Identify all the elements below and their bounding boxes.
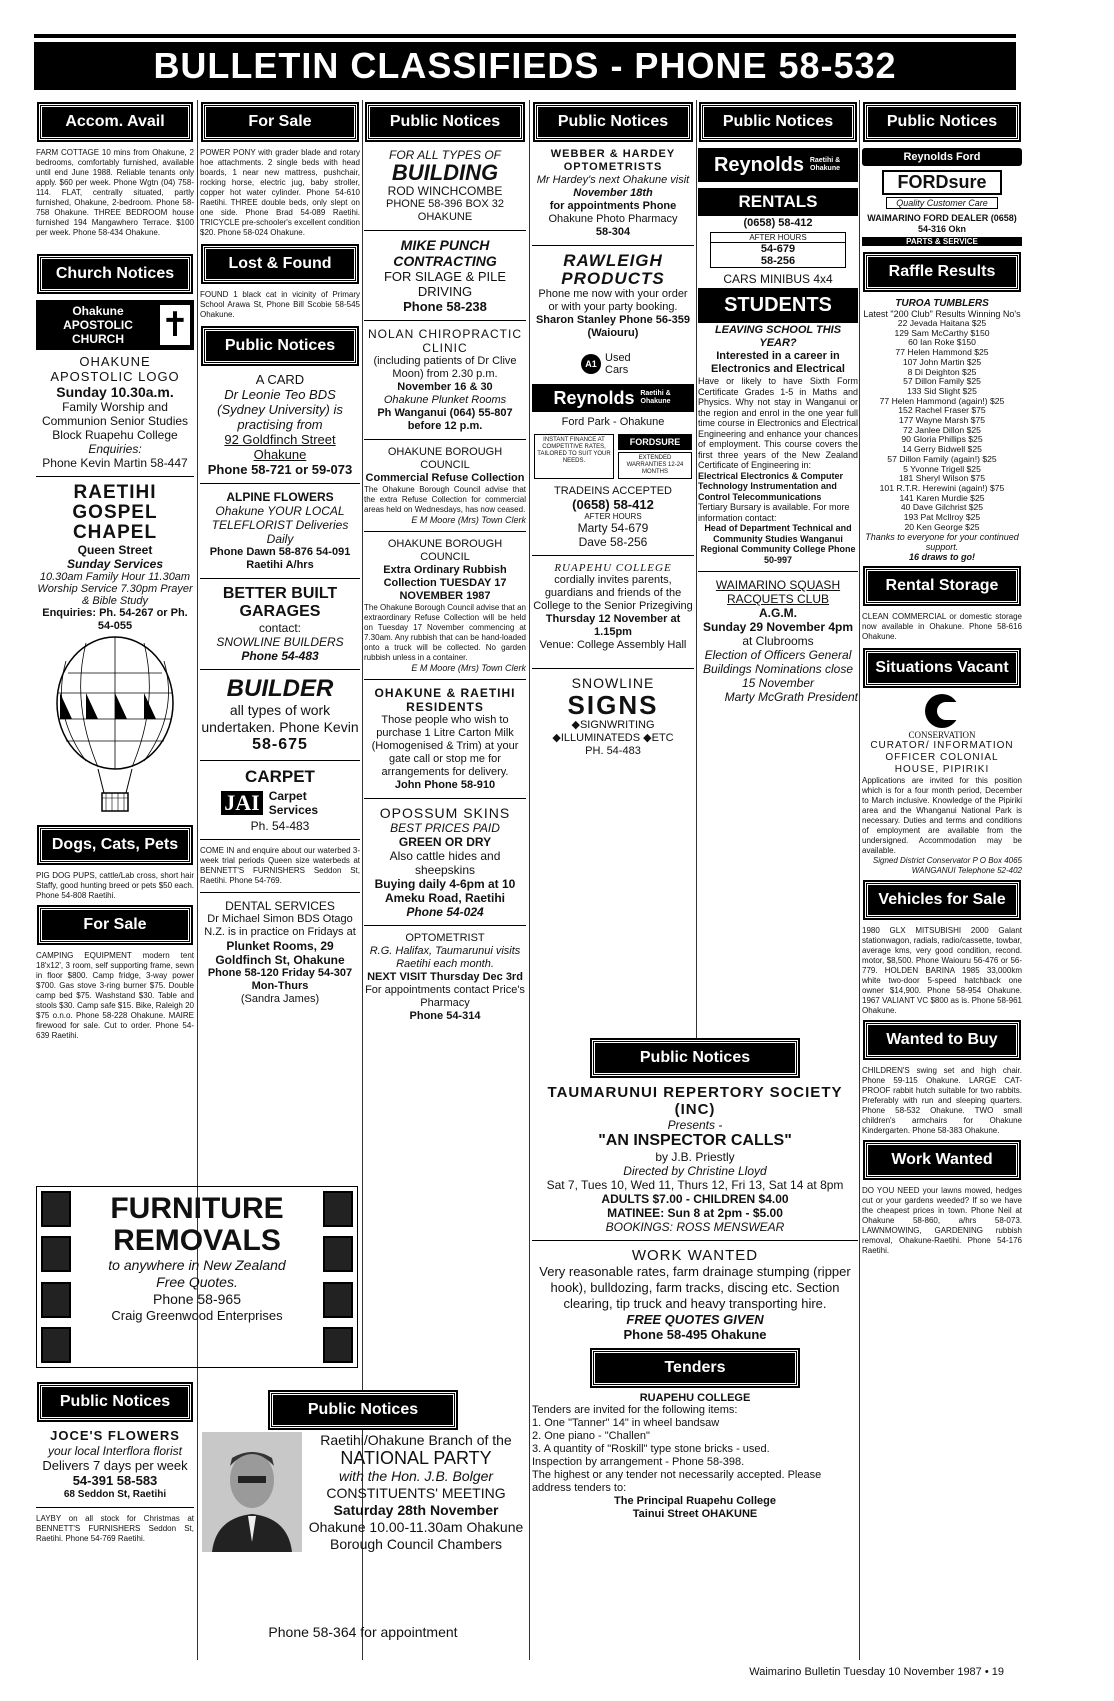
reynolds-logo-text: Reynolds	[553, 387, 635, 408]
builder-title: BUILDER	[226, 675, 334, 702]
rawleigh-body: Phone me now with your order or with your party booking.	[538, 288, 688, 313]
borough2-body: The Ohakune Borough Council advise that an extraordinary Refuse Collection will be held on Tuesday 17 November commencing at 7.30am. Any rubbish that can be hand-loaded onto a truck will be collected. No garden rubbish unless in a container.	[364, 603, 526, 662]
section-header-situations: Situations Vacant	[865, 650, 1019, 686]
raffle-entry: 129 Sam McCarthy $150	[894, 327, 990, 338]
section-header-public-c3: Public Notices	[367, 104, 523, 140]
layby-text: LAYBY on all stock for Christmas at BENNETT'S FURNISHERS Seddon St, Raetihi. Phone 54-769 Raetihi.	[36, 1514, 194, 1543]
reynolds-logo-c5: Reynolds	[713, 153, 805, 176]
rawleigh-name: Sharon Stanley Phone 56-359 (Waiouru)	[535, 314, 691, 339]
garages-contact: contact:	[258, 621, 302, 635]
tender-address: The Principal Ruapehu College Tainui Street OHAKUNE	[614, 1495, 776, 1520]
webber-pharmacy: Ohakune Photo Pharmacy	[548, 213, 678, 225]
reynolds-banner	[532, 384, 694, 412]
garages-phone: Phone 54-483	[241, 649, 319, 663]
nolan-title: NOLAN CHIROPRACTIC CLINIC	[367, 327, 522, 355]
gospel-times: 10.30am Family Hour 11.30am Worship Service 7.30pm Prayer & Bible Study	[37, 571, 193, 607]
fordsure-label: FORDSURE	[618, 434, 692, 450]
raffle-entry: 8 Di Deighton $25	[907, 366, 977, 377]
reynolds-banner-c5	[698, 148, 858, 182]
card-title: A CARD	[255, 372, 305, 387]
used-cars: Used Cars	[605, 352, 631, 376]
raffle-entry: 40 Dave Gilchrist $25	[900, 502, 984, 513]
np-meeting: CONSTITUENTS' MEETING	[326, 1485, 506, 1501]
masthead: BULLETIN CLASSIFIEDS - PHONE 58-532	[34, 42, 1016, 90]
fordsure-logo: FORDsure	[882, 170, 1002, 195]
tender-item-2: 2. One piano - "Challen"	[532, 1430, 650, 1442]
raffle-list	[862, 319, 1022, 532]
column-4	[532, 100, 694, 1040]
apostolic-logo	[36, 300, 194, 350]
webber-appointments: for appointments Phone	[549, 200, 677, 212]
borough-title: OHAKUNE BOROUGH COUNCIL	[387, 446, 503, 471]
webber-phone: 58-304	[595, 226, 631, 238]
raffle-entry: 57 Dillon Family (again!) $25	[887, 453, 997, 464]
conservation-label: CONSERVATION	[908, 730, 976, 741]
building-for: FOR ALL TYPES OF	[388, 148, 502, 162]
apostolic-sunday: Sunday 10.30a.m.	[56, 384, 174, 400]
bolger-photo	[202, 1432, 302, 1552]
work-wanted-phone: Phone 58-495 Ohakune	[623, 1327, 767, 1342]
accom-text: FARM COTTAGE 10 mins from Ohakune, 2 bedrooms, comfortably furnished, available until end June 1988. Reliable tenants only apply. $60 per week. Phone Wgtn (04) 758-114. FLAT, centrally situated, partly furnished, Ohakune, 2-bedroom. Phone 58-758 Ohakune. THREE BEDROOM house furnished 194 Mangawhero Terrace. $100 per week. Phone 58-434 Ohakune.	[36, 148, 194, 237]
wanted-text: CHILDREN'S swing set and high chair. Phone 59-115 Ohakune. LARGE CAT-PROOF rabbit hutch suitable for two rabbits. Preferably with run and sleeping quarters. Phone 58-532 Ohakune. TWO small children's armchairs for Ohakune Kindergarten. Phone 58-383 Ohakune.	[862, 1066, 1022, 1136]
work-wanted-title: WORK WANTED	[631, 1247, 759, 1264]
dental-address: Plunket Rooms, 29 Goldfinch St, Ohakune	[215, 939, 345, 967]
raffle-entry: 133 Sid Slight $25	[907, 385, 977, 396]
truck-icon-strip-right	[323, 1191, 353, 1363]
repertory-show: "AN INSPECTOR CALLS"	[598, 1132, 792, 1149]
after-hours-c4: AFTER HOURS	[584, 512, 642, 521]
parts-service: PARTS & SERVICE	[862, 237, 1022, 246]
rentals-banner: RENTALS	[698, 188, 858, 216]
gospel-title: RAETIHI GOSPEL CHAPEL	[72, 482, 158, 543]
quality-care: Quality Customer Care	[886, 197, 998, 209]
signs-phone: PH. 54-483	[585, 745, 641, 757]
section-header-public-np: Public Notices	[270, 1392, 456, 1428]
section-header-public-c1: Public Notices	[39, 1384, 191, 1420]
raffle-entry: 193 Pat McIlroy $25	[903, 512, 981, 523]
tradeins: TRADEINS ACCEPTED	[554, 485, 672, 497]
truck-icon-strip-left	[41, 1191, 71, 1363]
tender-item-3: 3. A quantity of "Roskill" type stone bricks - used.	[532, 1443, 770, 1455]
joces-flowers-block	[36, 1380, 194, 1544]
garages-title: BETTER BUILT GARAGES	[222, 585, 338, 620]
mikepunch-title: MIKE PUNCH CONTRACTING	[393, 237, 497, 269]
gospel-sunday: Sunday Services	[66, 557, 164, 571]
section-header-work-wanted: Work Wanted	[865, 1142, 1019, 1178]
forsale-text-1: CAMPING EQUIPMENT modern tent 18'x12', 3 room, self supporting frame, sewn in floor $800. Camp fridge, 3-way power $700. Gas stove 3-ring burner $75. Double camp bed $75. Washstand $30. Table and stools $30. Camp safe $15. Bike, Raleigh 20 $75 o.n.o. Phone 58-228 Ohakune. MAIRE firewood for sale. Cut to order. Phone 54-639 Raetihi.	[36, 951, 194, 1040]
top-rule	[34, 34, 1016, 38]
nolan-body: (including patients of Dr Clive Moon) from 2.30 p.m.	[373, 355, 517, 380]
section-header-dogs: Dogs, Cats, Pets	[39, 827, 191, 863]
webber-body: Mr Hardey's next Ohakune visit	[536, 174, 690, 186]
borough-body: The Ohakune Borough Council advise that the extra Refuse Collection for commercial areas held on Wednesdays, has now ceased.	[364, 485, 526, 514]
furniture-free: Free Quotes.	[156, 1274, 238, 1290]
np-venue: Ohakune 10.00-11.30am Ohakune Borough Council Chambers	[308, 1519, 524, 1552]
section-header-tenders: Tenders	[592, 1350, 798, 1386]
repertory-presents: Presents -	[667, 1118, 723, 1132]
raffle-entry: 5 Yvonne Trigell $25	[903, 463, 981, 474]
section-header-public-c5: Public Notices	[701, 104, 855, 140]
np-branch: Raetihi/Ohakune Branch of the	[320, 1432, 512, 1448]
furniture-removals-ad	[36, 1186, 358, 1368]
np-title: NATIONAL PARTY	[340, 1448, 492, 1468]
tender-highest: The highest or any tender not necessarily accepted. Please address tenders to:	[532, 1469, 822, 1494]
furniture-title-2: REMOVALS	[113, 1224, 281, 1257]
signs-title: SIGNS	[567, 690, 659, 720]
joces-delivers: Delivers 7 days per week	[42, 1458, 188, 1473]
waterbed-text: COME IN and enquire about our waterbed 3-week trial periods Queen size waterbeds at BENNETT'S FURNISHERS Seddon St, Raetihi. Phone 54-769.	[200, 846, 360, 885]
raffle-entry: 141 Karen Murdie $25	[899, 492, 985, 503]
section-header-public-c6: Public Notices	[865, 104, 1019, 140]
repertory-matinee: MATINEE: Sun 8 at 2pm - $5.00	[607, 1206, 783, 1220]
borough2-subtitle: Extra Ordinary Rubbish Collection TUESDAY 17 NOVEMBER 1987	[383, 564, 507, 602]
section-header-public-c4: Public Notices	[535, 104, 691, 140]
opossum-prices: BEST PRICES PAID	[390, 821, 500, 835]
dogs-text: PIG DOG PUPS, cattle/Lab cross, short hair Staffy, good hunting breed or pets $50 each. Phone 54-808 Raetihi.	[36, 871, 194, 900]
gospel-street: Queen Street	[77, 543, 153, 557]
rental-storage-text: CLEAN COMMERCIAL or domestic storage now available in Ohakune. Phone 58-616 Ohakune.	[862, 612, 1022, 642]
work-wanted-c6-text: DO YOU NEED your lawns mowed, hedges cut or your gardens weeded? If so we have the cheapest prices in town. Phone Neil at Ohakune 58-860, a/hrs 58-073. LAWNMOWING, GARDENING rubbish removal, Ohakune-Raetihi. Phone 54-176 Raetihi.	[862, 1186, 1022, 1256]
wide-block	[532, 1040, 858, 1521]
raffle-entry: 57 Dillon Family $25	[903, 376, 981, 387]
ford-park: Ford Park - Ohakune	[561, 416, 665, 428]
squash-body: Election of Officers General Buildings Nominations close 15 November	[702, 648, 854, 690]
alpine-title: ALPINE FLOWERS	[226, 490, 334, 504]
section-header-wanted: Wanted to Buy	[865, 1022, 1019, 1058]
squash-signature: Marty McGrath President	[724, 690, 858, 704]
jai-logo-icon: JAI	[221, 791, 262, 815]
optometrist-contact: For appointments contact Price's Pharmacy	[365, 984, 525, 1009]
borough2-title: OHAKUNE BOROUGH COUNCIL	[387, 538, 503, 563]
raffle-subtitle: Latest "200 Club" Results Winning No's	[863, 309, 1021, 319]
students-list: Electrical Electronics & Computer Technology Instrumentation and Control Telecommunications	[698, 470, 844, 502]
joces-address: 68 Seddon St, Raetihi	[63, 1489, 167, 1500]
ah-phone-2: 58-256	[760, 255, 796, 267]
tender-title: RUAPEHU COLLEGE	[639, 1392, 751, 1404]
alpine-phone: Phone Dawn 58-876 54-091 Raetihi A/hrs	[209, 546, 351, 571]
repertory-bookings: BOOKINGS: ROSS MENSWEAR	[605, 1220, 785, 1234]
webber-title: WEBBER & HARDEY OPTOMETRISTS	[550, 148, 676, 173]
a1-badge-icon: A1	[581, 354, 601, 374]
joces-title: JOCE'S FLOWERS	[50, 1428, 180, 1443]
ford-dealer: WAIMARINO FORD DEALER (0658) 54-316 Okn	[867, 213, 1017, 234]
nolan-phone: Ph Wanganui (064) 55-807 before 12 p.m.	[377, 407, 513, 432]
gospel-enquiries: Enquiries: Ph. 54-267 or Ph. 54-055	[42, 607, 188, 632]
dental-body: Dr Michael Simon BDS Otago N.Z. is in practice on Fridays at	[204, 913, 356, 938]
raffle-entry: 20 Ken George $25	[904, 521, 980, 532]
furniture-title-1: FURNITURE	[110, 1192, 284, 1225]
raffle-entry: 177 Wayne Marsh $75	[898, 415, 986, 426]
building-phone: PHONE 58-396 BOX 32 OHAKUNE	[385, 198, 504, 223]
card-body: Dr Leonie Teo BDS (Sydney University) is practising from	[217, 387, 343, 432]
national-party-block	[200, 1392, 526, 1652]
extended-box: EXTENDED WARRANTIES 12-24 MONTHS	[618, 452, 692, 479]
tender-inspection: Inspection by arrangement - Phone 58-398.	[532, 1456, 745, 1468]
borough-signature: E M Moore (Mrs) Town Clerk	[411, 515, 526, 525]
squash-clubrooms: at Clubrooms	[742, 634, 814, 648]
ruapehu-college-title: RUAPEHU COLLEGE	[554, 562, 672, 574]
apostolic-body: Family Worship and Communion Senior Studies Block Ruapehu College	[41, 400, 189, 442]
mikepunch-body: FOR SILAGE & PILE DRIVING	[383, 269, 507, 299]
section-header-raffle: Raffle Results	[865, 254, 1019, 290]
raffle-draws: 16 draws to go!	[908, 552, 975, 563]
section-header-lost: Lost & Found	[203, 246, 357, 282]
section-header-forsale-1: For Sale	[39, 907, 191, 943]
raffle-entry: 90 Gloria Phillips $25	[901, 434, 983, 445]
repertory-prices: ADULTS $7.00 - CHILDREN $4.00	[601, 1192, 789, 1206]
ah-phone-1: 54-679	[760, 243, 796, 255]
page-footer: Waimarino Bulletin Tuesday 10 November 1987 • 19	[749, 1666, 1004, 1678]
forsale-text-2: POWER PONY with grader blade and rotary hoe attachments. 2 single beds with head boards, 1 near new mattress, pushchair, rocking horse, electric jug, baby stroller, copper hot water cylinder. Phone 54-610 Raetihi. THREE double beds, only slept on one side. Phone Brad 54-089 Raetihi. TRICYCLE pre-schooler's excellent condition $20. Phone 58-024 Ohakune.	[200, 148, 360, 237]
section-header-public-wide: Public Notices	[592, 1040, 798, 1076]
np-date: Saturday 28th November	[333, 1502, 499, 1518]
column-divider	[696, 100, 697, 1040]
raffle-entry: 60 Ian Roke $150	[908, 337, 976, 348]
balloon-illustration	[36, 633, 194, 823]
raffle-entry: 14 Gerry Bidwell $25	[902, 444, 982, 455]
work-wanted-body: Very reasonable rates, farm drainage stumping (ripper hook), bulldozing, farm tracks, discing etc. Section clearing, tip truck and heavy transporting hire.	[539, 1264, 851, 1311]
residents-title: OHAKUNE & RAETIHI RESIDENTS	[374, 686, 516, 714]
dental-name: (Sandra James)	[240, 993, 320, 1005]
carpet-title: CARPET	[245, 767, 315, 786]
marty-phone: Marty 54-679	[577, 521, 649, 535]
opossum-green: GREEN OR DRY	[398, 835, 492, 849]
carpet-services: Carpet Services	[268, 789, 319, 817]
apostolic-phone: Phone Kevin Martin 58-447	[42, 456, 188, 470]
snowline-title: SNOWLINE	[571, 675, 655, 691]
squash-title: WAIMARINO SQUASH RACQUETS CLUB	[715, 578, 841, 606]
tradeins-phone: (0658) 58-412	[572, 497, 654, 512]
section-header-rental-storage: Rental Storage	[865, 568, 1019, 604]
vehicles-text: 1980 GLX MITSUBISHI 2000 Galant stationwagon, radials, radio/cassette, towbar, average kms, very good condition, recond. motor, $8,500. Phone Waiouru 56-476 or 56-779. HOLDEN BARINA 1985 33,000km white two-door 5-speed hatchback one owner $14,900. Phone 58-954 Ohakune. 1967 VALIANT VC $800 as is. Phone 58-961 Ohakune.	[862, 926, 1022, 1016]
students-tertiary: Tertiary Bursary is available. For more information contact:	[698, 502, 850, 523]
rawleigh-title: RAWLEIGH PRODUCTS	[561, 251, 665, 288]
lost-text: FOUND 1 black cat in vicinity of Primary School Arawa St, Phone Bill Scobie 58-545 Ohakune.	[200, 290, 360, 319]
ford-logo: Reynolds Ford	[862, 148, 1022, 166]
optometrist-title: OPTOMETRIST	[405, 932, 485, 944]
ruapehu-venue: Venue: College Assembly Hall	[539, 639, 687, 651]
card-phone: Phone 58-721 or 59-073	[207, 462, 353, 477]
ruapehu-invite: cordially invites parents, guardians and friends of the College to the Senior Prizegiving	[533, 574, 693, 612]
furniture-phone: Phone 58-965	[153, 1291, 241, 1307]
building-title: BUILDING	[391, 160, 499, 185]
curator-body: Applications are invited for this position which is for a four month period, December to March inclusive. Knowledge of the Pipiriki area and the Whanganui National Park is necessary. Duties and terms and conditions of employment are available from the undersigned. Accommodation may be available.	[862, 776, 1022, 856]
work-wanted-free: FREE QUOTES GIVEN	[626, 1312, 764, 1327]
cross-icon: ✝	[160, 306, 190, 344]
furniture-name: Craig Greenwood Enterprises	[111, 1308, 283, 1323]
column-6	[862, 100, 1022, 1660]
webber-date: November 18th	[573, 187, 653, 199]
repertory-director: Directed by Christine Lloyd	[623, 1164, 767, 1178]
rentals-phone: (0658) 58-412	[743, 217, 813, 229]
borough2-signature: E M Moore (Mrs) Town Clerk	[411, 663, 526, 673]
students-interested: Interested in a career in Electronics and Electrical	[711, 350, 845, 375]
dental-phone: Phone 58-120 Friday 54-307 Mon-Thurs	[207, 967, 353, 992]
card-address: 92 Goldfinch Street Ohakune	[224, 432, 336, 462]
mikepunch-phone: Phone 58-238	[403, 299, 487, 314]
optometrist-body: R.G. Halifax, Taumarunui visits Raetihi each month.	[369, 945, 521, 970]
joces-phone: 54-391 58-583	[72, 1473, 158, 1488]
nolan-dates: November 16 & 30	[397, 381, 493, 393]
reynolds-subtext: Raetihi & Ohakune	[640, 390, 671, 405]
after-hours-c5: AFTER HOURS	[711, 233, 845, 243]
raffle-entry: 107 John Martin $25	[902, 356, 982, 367]
column-divider	[859, 100, 860, 1660]
column-1	[36, 100, 194, 1180]
column-3	[364, 100, 526, 1340]
section-header-public-c2: Public Notices	[203, 328, 357, 364]
conservation-logo-icon	[925, 694, 959, 728]
furniture-sub: to anywhere in New Zealand	[108, 1257, 286, 1273]
signs-body: ◆SIGNWRITING ◆ILLUMINATEDS ◆ETC	[552, 719, 674, 744]
finance-box: INSTANT FINANCE AT COMPETITIVE RATES, TAILORED TO SUIT YOUR NEEDS.	[534, 434, 614, 479]
students-contact: Head of Department Technical and Community Studies Wanganui Regional Community College Phone 50-997	[700, 523, 856, 565]
raffle-entry: 77 Helen Hammond (again!) $25	[879, 395, 1005, 406]
joces-sub: your local Interflora florist	[47, 1444, 183, 1458]
curator-signature: Signed District Conservator P O Box 4065 WANGANUI Telephone 52-402	[872, 856, 1022, 876]
raffle-entry: 152 Rachel Fraser $75	[898, 405, 986, 416]
builder-body: all types of work undertaken. Phone Kevin	[201, 702, 359, 735]
column-5	[698, 100, 858, 1040]
borough-subtitle: Commercial Refuse Collection	[365, 472, 525, 484]
raffle-entry: 101 R.T.R. Herewini (again!) $75	[879, 482, 1005, 493]
repertory-by: by J.B. Priestly	[655, 1150, 735, 1164]
garages-name: SNOWLINE BUILDERS	[216, 635, 344, 649]
curator-title: CURATOR/ INFORMATION OFFICER COLONIAL HOUSE, PIPIRIKI	[870, 740, 1014, 776]
raffle-entry: 72 Janlee Dillon $25	[903, 424, 981, 435]
raffle-entry: 181 Sheryl Wilson $75	[899, 473, 985, 484]
tender-intro: Tenders are invited for the following items:	[532, 1404, 738, 1416]
residents-body: Those people who wish to purchase 1 Litre Carton Milk (Homogenised & Trim) at your gate call or stop me for arrangements for delivery.	[371, 714, 519, 778]
alpine-body: Ohakune YOUR LOCAL TELEFLORIST Deliveries Daily	[211, 504, 349, 546]
squash-date: Sunday 29 November 4pm	[702, 620, 854, 634]
optometrist-next: NEXT VISIT Thursday Dec 3rd	[367, 971, 523, 983]
dental-title: DENTAL SERVICES	[225, 899, 335, 913]
raffle-title: TUROA TUMBLERS	[895, 298, 989, 309]
students-banner: STUDENTS	[698, 290, 858, 321]
dave-phone: Dave 58-256	[578, 535, 648, 549]
opossum-cattle: Also cattle hides and sheepskins	[389, 849, 501, 877]
apostolic-enquiries: Enquiries:	[88, 442, 142, 456]
ruapehu-date: Thursday 12 November at 1.15pm	[545, 613, 681, 638]
opossum-title: OPOSSUM SKINS	[379, 805, 511, 821]
raffle-thanks: Thanks to everyone for your continued support.	[865, 532, 1019, 553]
section-header-forsale-2: For Sale	[203, 104, 357, 140]
apostolic-logo-text: Ohakune APOSTOLIC CHURCH	[63, 304, 133, 346]
repertory-title: TAUMARUNUI REPERTORY SOCIETY (INC)	[547, 1084, 843, 1118]
builder-phone: 58-675	[252, 736, 308, 753]
optometrist-phone: Phone 54-314	[409, 1010, 481, 1022]
students-body: Have or likely to have Sixth Form Certificate Grades 1-5 in Maths and Physics. Why not stay in Wanganui or the region and enrol in the one year full time course in Electronics and Electrical Engineering and enhance your chances of employment. This course covers the first three years of the New Zealand Certificate of Engineering in:	[698, 376, 858, 470]
reynolds-sub-c5: Raetihi & Ohakune	[809, 157, 841, 172]
students-leaving: LEAVING SCHOOL THIS YEAR?	[714, 324, 842, 349]
squash-agm: A.G.M.	[759, 606, 797, 620]
building-name: ROD WINCHCOMBE	[387, 184, 503, 198]
opossum-buying: Buying daily 4-6pm at 10 Ameku Road, Raetihi	[374, 877, 516, 905]
section-header-vehicles: Vehicles for Sale	[865, 882, 1019, 918]
column-divider	[197, 100, 198, 1660]
repertory-dates: Sat 7, Tues 10, Wed 11, Thurs 12, Fri 13, Sat 14 at 8pm	[546, 1178, 844, 1192]
np-with: with the Hon. J.B. Bolger	[338, 1468, 494, 1484]
tender-item-1: 1. One "Tanner" 14" in wheel bandsaw	[532, 1417, 720, 1429]
nolan-rooms: Ohakune Plunket Rooms	[383, 394, 507, 406]
carpet-phone: Ph. 54-483	[250, 819, 310, 833]
np-phone: Phone 58-364 for appointment	[268, 1624, 458, 1640]
section-header-accom: Accom. Avail	[39, 104, 191, 140]
cars-minibus: CARS MINIBUS 4x4	[723, 272, 833, 286]
section-header-church: Church Notices	[39, 256, 191, 292]
column-divider	[529, 100, 530, 1660]
raffle-entry: 77 Helen Hammond $25	[895, 347, 989, 358]
opossum-phone: Phone 54-024	[406, 905, 484, 919]
residents-phone: John Phone 58-910	[394, 779, 496, 791]
apostolic-title: OHAKUNE APOSTOLIC LOGO	[50, 354, 180, 384]
portrait-image	[202, 1432, 302, 1552]
raffle-entry: 22 Jevada Haitana $25	[897, 318, 987, 328]
column-2	[200, 100, 360, 1180]
